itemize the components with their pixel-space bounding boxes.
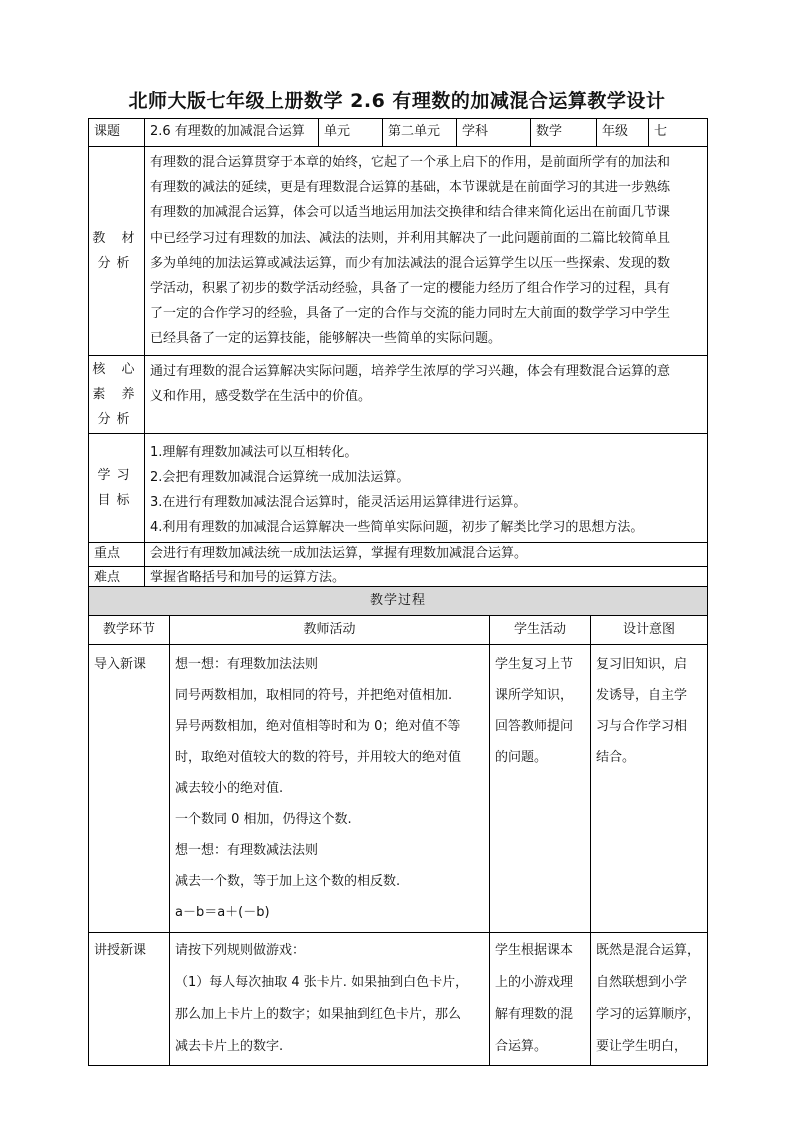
process-header-row: [89, 616, 708, 645]
lesson-info-table: [88, 118, 708, 591]
header-intent: 设计意图: [591, 616, 708, 645]
teacher-activity-cell: 想一想：有理数加法法则 同号两数相加，取相同的符号，并把绝对值相加. 异号两数相加，绝对值相等时和为 0；绝对值不等 时，取绝对值较大的数的符号，并用较大的绝对值 减去较小的绝对值. 一个数同 0 相加，仍得这个数. 想一想：有理数减法法则 减去一个数，等于加上这个数的相反数. a－b＝a＋(－b): [170, 645, 490, 933]
subject-value: 数学: [531, 119, 597, 147]
learning-goals-list: [145, 433, 708, 542]
process-row-intro: [89, 645, 708, 933]
header-student: 学生活动: [490, 616, 591, 645]
document-title: 北师大版七年级上册数学 2.6 有理数的加减混合运算教学设计: [128, 90, 666, 112]
difficulty-label: 难点: [89, 566, 145, 590]
student-activity-cell: 学生复习上节 课所学知识， 回答教师提问 的问题。: [490, 645, 591, 933]
goal-item: 2.会把有理数加减混合运算统一成加法运算。: [150, 469, 410, 485]
teacher-activity-cell: 请按下列规则做游戏： （1）每人每次抽取 4 张卡片. 如果抽到白色卡片， 那么加上卡片上的数字；如果抽到红色卡片，那么 减去卡片上的数字.: [170, 933, 490, 1066]
goal-item: 3.在进行有理数加减法混合运算时，能灵活运用运算律进行运算。: [150, 494, 527, 510]
header-stage: 教学环节: [89, 616, 170, 645]
difficulty-text: 掌握省略括号和加号的运算方法。: [145, 566, 708, 590]
process-title-row: [89, 587, 708, 616]
design-intent-cell: 复习旧知识，启 发诱导，自主学 习与合作学习相 结合。: [591, 645, 708, 933]
info-row: [89, 119, 708, 147]
textbook-analysis-label: 教 材 分析: [89, 147, 145, 356]
key-point-row: [89, 542, 708, 566]
topic-value: 2.6 有理数的加减混合运算: [145, 119, 319, 147]
subject-label: 学科: [457, 119, 531, 147]
textbook-analysis-row: [89, 147, 708, 356]
process-row-new-lesson: [89, 933, 708, 1066]
textbook-analysis-text: 有理数的混合运算贯穿于本章的始终，它起了一个承上启下的作用，是前面所学有的加法和 有理数的减法的延续，更是有理数混合运算的基础，本节课就是在前面学习的其进一步熟练 有理数的加减混合运算，体会可以适当地运用加法交换律和结合律来简化运出在前面几节课 中已经学习过有理数的加法、减法的法则，并利用其解决了一此问题前面的二篇比较简单且 多为单纯的加法运算或减法运算，而少有加法减法的混合运算学生以压一些探索、发现的数 学活动，积累了初步的数学活动经验，具备了一定的樱能力经历了组合作学习的过程，具有 了一定的合作学习的经验，具备了一定的合作与交流的能力同时左大前面的数学学习中学生 已经具备了一定的运算技能，能够解决一些简单的实际问题。: [145, 147, 708, 356]
teaching-process-table: [88, 586, 708, 1066]
stage-cell: 导入新课: [89, 645, 170, 933]
unit-label: 单元: [319, 119, 383, 147]
process-title: 教学过程: [89, 587, 708, 616]
grade-value: 七: [649, 119, 708, 147]
stage-cell: 讲授新课: [89, 933, 170, 1066]
key-point-label: 重点: [89, 542, 145, 566]
learning-goals-label: 学习 目标: [89, 433, 145, 542]
design-intent-cell: 既然是混合运算， 自然联想到小学 学习的运算顺序， 要让学生明白，: [591, 933, 708, 1066]
unit-value: 第二单元: [383, 119, 457, 147]
core-literacy-label: 核 心 素 养 分析: [89, 355, 145, 433]
goal-item: 4.利用有理数的加减混合运算解决一些简单实际问题，初步了解类比学习的思想方法。: [150, 519, 644, 535]
topic-label: 课题: [89, 119, 145, 147]
student-activity-cell: 学生根据课本 上的小游戏理 解有理数的混 合运算。: [490, 933, 591, 1066]
core-literacy-text: 通过有理数的混合运算解决实际问题，培养学生浓厚的学习兴趣，体会有理数混合运算的意 义和作用，感受数学在生活中的价值。: [145, 355, 708, 433]
learning-goals-row: [89, 433, 708, 542]
header-teacher: 教师活动: [170, 616, 490, 645]
key-point-text: 会进行有理数加减法统一成加法运算，掌握有理数加减混合运算。: [145, 542, 708, 566]
goal-item: 1.理解有理数加减法可以互相转化。: [150, 444, 358, 460]
grade-label: 年级: [597, 119, 649, 147]
core-literacy-row: [89, 355, 708, 433]
